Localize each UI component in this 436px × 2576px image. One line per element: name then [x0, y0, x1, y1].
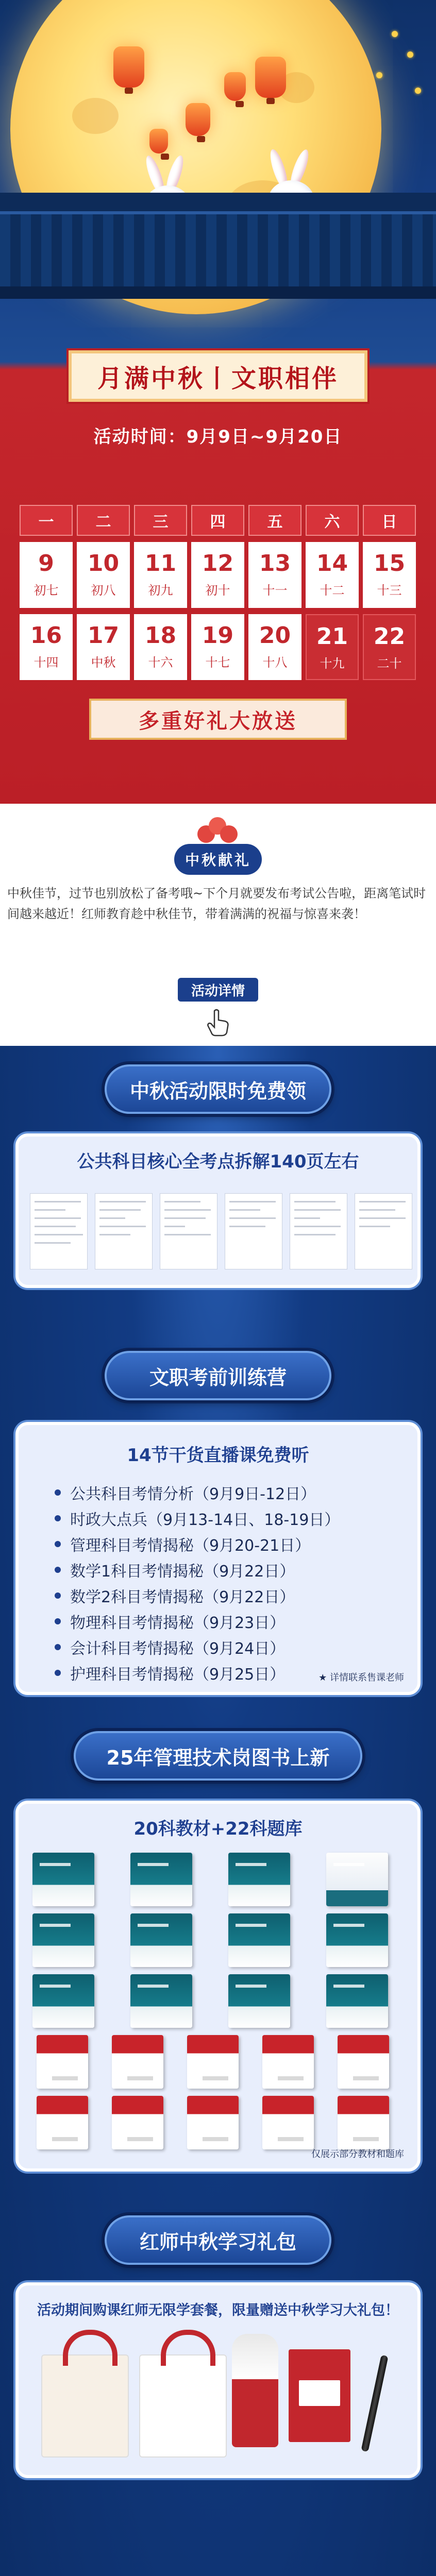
tote-bag-illustration	[41, 2354, 129, 2458]
question-bank-book-cover[interactable]	[262, 2096, 314, 2149]
hero-title: 月满中秋丨文职相伴	[69, 350, 367, 402]
calendar-day	[134, 542, 187, 608]
calendar-day	[77, 542, 130, 608]
textbook-cover[interactable]	[32, 1853, 94, 1906]
question-bank-book-cover[interactable]	[187, 2096, 239, 2149]
section-title-free-materials: 中秋活动限时免费领	[105, 1064, 331, 1114]
notebook-illustration	[289, 2349, 350, 2442]
tote-bag-illustration	[139, 2354, 227, 2458]
calendar-day-number: 20	[259, 622, 291, 649]
bullet-icon	[55, 1489, 61, 1496]
course-list-item	[55, 1557, 340, 1583]
question-bank-book-cover[interactable]	[37, 2096, 88, 2149]
calendar-day	[20, 542, 73, 608]
question-bank-book-cover[interactable]	[112, 2035, 163, 2089]
textbook-cover[interactable]	[130, 1913, 192, 1967]
calendar-day	[20, 614, 73, 680]
course-list-item	[55, 1634, 340, 1660]
calendar-day	[363, 542, 416, 608]
calendar-lunar-date: 二十	[377, 656, 402, 671]
calendar-lunar-date: 十七	[205, 655, 230, 670]
weekday-header: 六	[306, 505, 359, 536]
panel-title: 14节干货直播课免费听	[127, 1445, 309, 1466]
panel-title: 活动期间购课红师无限学套餐，限量赠送中秋学习大礼包！	[37, 2302, 399, 2318]
calendar-day	[306, 542, 359, 608]
question-bank-book-cover[interactable]	[338, 2096, 389, 2149]
bullet-icon	[55, 1670, 61, 1676]
course-label: 时政大点兵（9月13-14日、18-19日）	[70, 1511, 340, 1529]
calendar-day-number: 9	[38, 550, 54, 577]
books-note: 仅展示部分教材和题库	[311, 2149, 404, 2160]
free-materials-panel	[15, 1133, 421, 1288]
document-thumbnail[interactable]	[225, 1193, 282, 1269]
course-list-item	[55, 1480, 340, 1505]
textbook-cover[interactable]	[130, 1974, 192, 2028]
activity-details-button[interactable]: 活动详情	[178, 978, 258, 1002]
textbook-cover[interactable]	[228, 1974, 290, 2028]
calendar-day-number: 18	[144, 622, 177, 649]
lantern-icon	[224, 72, 246, 101]
calendar-lunar-date: 十二	[320, 583, 345, 598]
calendar-day-number: 11	[144, 550, 177, 577]
section-title-gift-pack: 红师中秋学习礼包	[105, 2215, 331, 2265]
weekday-header: 三	[134, 505, 187, 536]
weekday-header: 二	[77, 505, 130, 536]
course-list-item	[55, 1531, 340, 1557]
palace-roof-illustration	[0, 206, 436, 299]
calendar-day-number: 13	[259, 550, 291, 577]
textbook-cover[interactable]	[326, 1974, 388, 2028]
calendar-lunar-date: 十三	[377, 583, 402, 598]
course-label: 会计科目考情揭秘（9月24日）	[70, 1640, 286, 1658]
panel-title: 公共科目核心全考点拆解140页左右	[77, 1151, 359, 1172]
textbook-cover[interactable]	[130, 1853, 192, 1906]
calendar-day	[134, 614, 187, 680]
calendar-day-number: 14	[316, 550, 348, 577]
bullet-icon	[55, 1515, 61, 1521]
bullet-icon	[55, 1567, 61, 1573]
weekday-header: 四	[191, 505, 244, 536]
course-label: 物理科目考情揭秘（9月23日）	[70, 1614, 286, 1632]
textbook-cover[interactable]	[228, 1853, 290, 1906]
weekday-header: 五	[248, 505, 301, 536]
activity-body	[0, 1046, 436, 2576]
contact-note: ★ 详情联系售课老师	[318, 1672, 404, 1683]
umbrella-illustration	[232, 2334, 278, 2447]
calendar-day-number: 19	[202, 622, 234, 649]
panel-title: 20科教材+22科题库	[133, 1818, 303, 1839]
course-label: 护理科目考情揭秘（9月25日）	[70, 1666, 286, 1684]
textbook-cover[interactable]	[32, 1913, 94, 1967]
textbook-cover[interactable]	[326, 1913, 388, 1967]
flower-icon	[197, 817, 239, 846]
bullet-icon	[55, 1618, 61, 1624]
calendar-lunar-date: 十一	[262, 583, 288, 598]
calendar-day-number: 15	[373, 550, 406, 577]
question-bank-book-cover[interactable]	[262, 2035, 314, 2089]
calendar-day-number: 22	[373, 623, 406, 650]
calendar-lunar-date: 十六	[148, 655, 173, 670]
weekday-header: 日	[363, 505, 416, 536]
course-label: 数学1科目考情揭秘（9月22日）	[70, 1563, 295, 1581]
lantern-icon	[149, 129, 168, 154]
course-label: 公共科目考情分析（9月9日-12日）	[70, 1485, 316, 1503]
question-bank-book-cover[interactable]	[338, 2035, 389, 2089]
course-label: 管理科目考情揭秘（9月20-21日）	[70, 1537, 311, 1555]
calendar-day	[248, 542, 301, 608]
calendar-day-number: 21	[316, 623, 348, 650]
calendar-day	[191, 542, 244, 608]
section-title-new-books: 25年管理技术岗图书上新	[74, 1731, 362, 1781]
calendar-lunar-date: 十九	[320, 656, 345, 671]
calendar-day	[248, 614, 301, 680]
bullet-icon	[55, 1541, 61, 1547]
lantern-icon	[186, 103, 210, 136]
question-bank-book-cover[interactable]	[112, 2096, 163, 2149]
calendar-lunar-date: 初十	[205, 583, 230, 598]
course-list-item	[55, 1608, 340, 1634]
section-title-training-camp: 文职考前训练营	[105, 1351, 331, 1400]
document-thumbnail[interactable]	[355, 1193, 412, 1269]
new-books-panel	[15, 1801, 421, 2172]
question-bank-book-cover[interactable]	[187, 2035, 239, 2089]
activity-time: 活动时间：9月9日~9月20日	[93, 427, 343, 447]
calendar-day	[77, 614, 130, 680]
lantern-icon	[113, 46, 144, 88]
training-camp-panel	[15, 1422, 421, 1695]
calendar-day	[363, 614, 416, 680]
bullet-icon	[55, 1644, 61, 1650]
textbook-cover[interactable]	[228, 1913, 290, 1967]
course-list-item	[55, 1505, 340, 1531]
intro-section	[0, 804, 436, 1046]
calendar-day	[191, 614, 244, 680]
textbook-cover[interactable]	[32, 1974, 94, 2028]
intro-badge: 中秋献礼	[174, 844, 262, 875]
question-bank-book-cover[interactable]	[37, 2035, 88, 2089]
weekday-header: 一	[20, 505, 73, 536]
gift-banner: 多重好礼大放送	[89, 699, 347, 740]
course-label: 数学2科目考情揭秘（9月22日）	[70, 1588, 295, 1606]
hero-section	[0, 0, 436, 804]
calendar-day-number: 12	[202, 550, 234, 577]
calendar-day-number: 16	[30, 622, 62, 649]
course-list-item	[55, 1583, 340, 1608]
calendar-lunar-date: 初七	[33, 583, 59, 598]
intro-text: 中秋佳节，过节也别放松了备考哦~下个月就要发布考试公告啦，距离笔试时间越来越近！红师教育趁中秋佳节，带着满满的祝福与惊喜来袭！	[7, 886, 426, 921]
course-list-item	[55, 1660, 340, 1686]
calendar-lunar-date: 中秋	[91, 655, 116, 670]
document-thumbnail[interactable]	[160, 1193, 217, 1269]
calendar-lunar-date: 初八	[91, 583, 116, 598]
calendar-lunar-date: 十四	[33, 655, 59, 670]
calendar-day-number: 10	[87, 550, 120, 577]
calendar-day	[306, 614, 359, 680]
pointer-hand-icon	[205, 1009, 231, 1037]
calendar-lunar-date: 十八	[262, 655, 288, 670]
course-list	[55, 1480, 340, 1686]
calendar-day-number: 17	[87, 622, 120, 649]
calendar	[20, 505, 416, 686]
document-thumbnail[interactable]	[30, 1193, 88, 1269]
calendar-lunar-date: 初九	[148, 583, 173, 598]
bullet-icon	[55, 1592, 61, 1599]
document-thumbnail[interactable]	[290, 1193, 347, 1269]
textbook-cover[interactable]	[326, 1853, 388, 1906]
lantern-icon	[255, 57, 286, 98]
document-thumbnail[interactable]	[95, 1193, 153, 1269]
